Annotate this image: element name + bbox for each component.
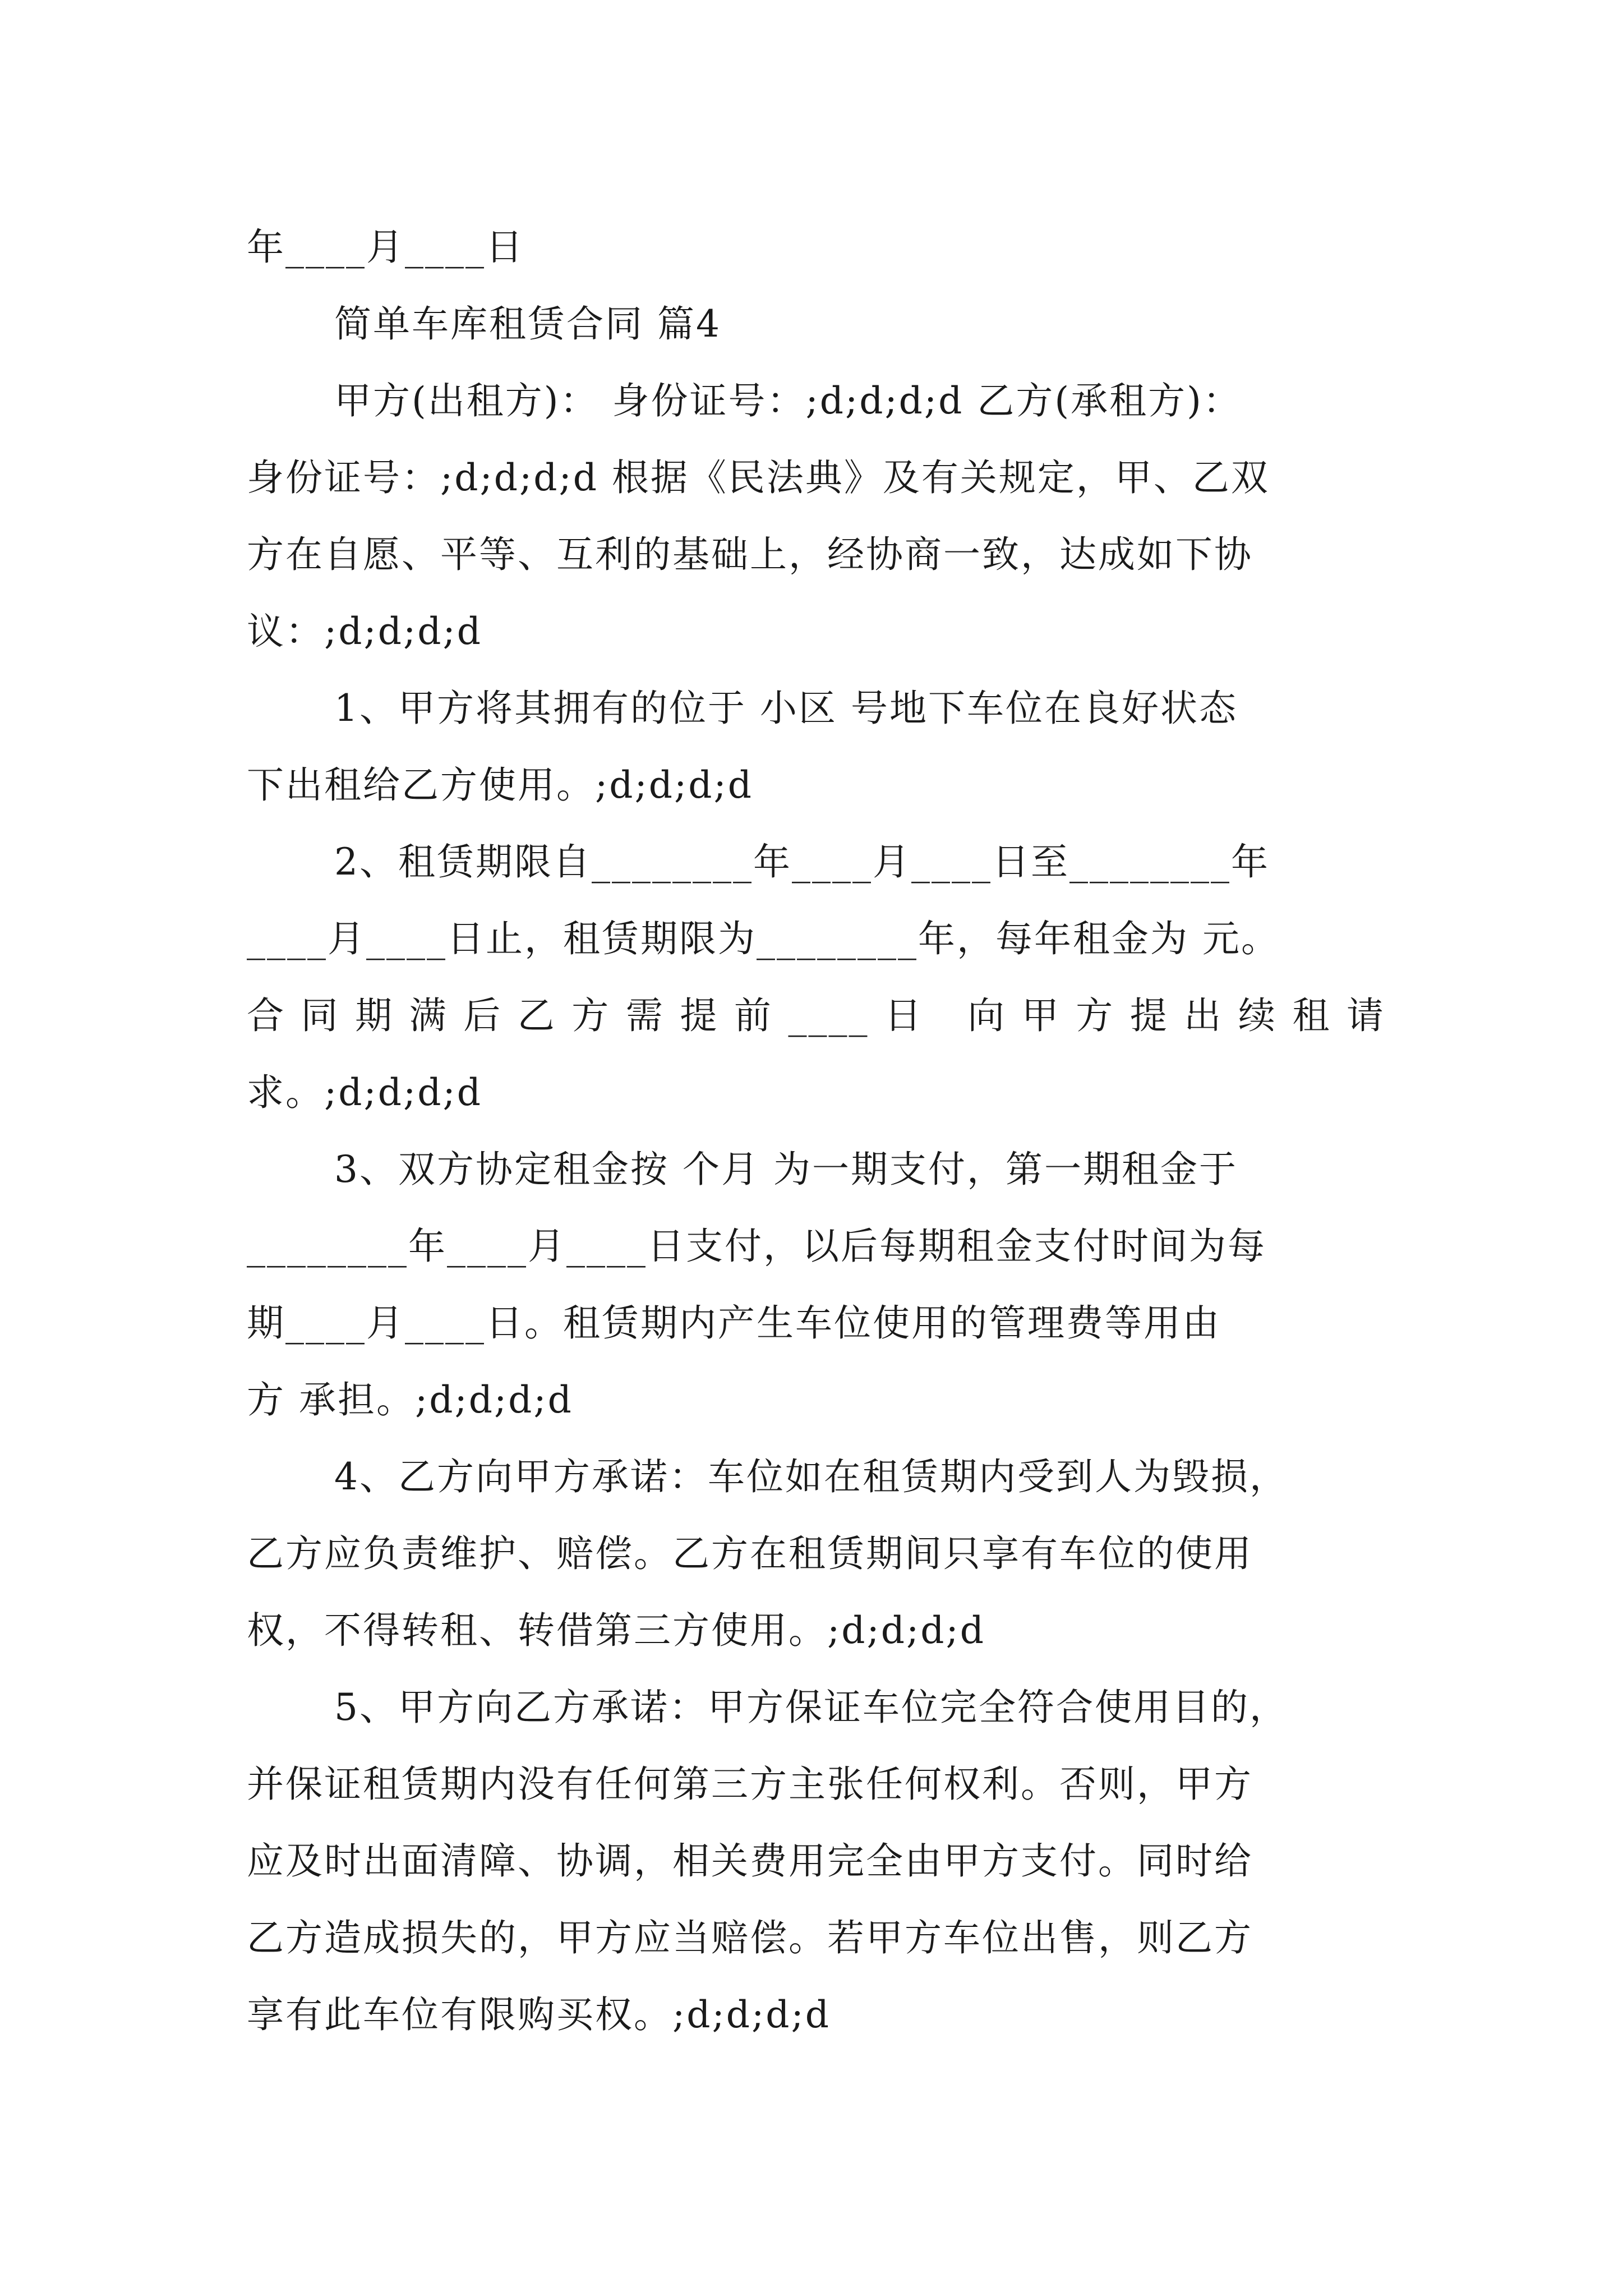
contract-text	[247, 209, 1385, 2053]
text-line: 应及时出面清障、协调，相关费用完全由甲方支付。同时给	[247, 1839, 1253, 1883]
parties-line: 甲方(出租方)： 身份证号：;d;d;d;d 乙方(承租方)：	[334, 379, 1242, 422]
clause-2: 2、租赁期限自________年____月____日至________年	[334, 840, 1270, 884]
clause-4: 4、乙方向甲方承诺：车位如在租赁期内受到人为毁损，	[334, 1455, 1288, 1498]
clause-5: 5、甲方向乙方承诺：甲方保证车位完全符合使用目的，	[334, 1686, 1288, 1729]
text-line: 期____月____日。租赁期内产生车位使用的管理费等用由	[247, 1301, 1221, 1345]
section-title: 简单车库租赁合同 篇4	[334, 302, 721, 346]
text-line: 下出租给乙方使用。;d;d;d;d	[247, 763, 753, 807]
text-line: 方 承担。;d;d;d;d	[247, 1378, 573, 1421]
text-line: 议：;d;d;d;d	[247, 610, 482, 653]
text-line: 享有此车位有限购买权。;d;d;d;d	[247, 1993, 831, 2036]
text-line: ________年____月____日支付，以后每期租金支付时间为每	[247, 1225, 1266, 1268]
text-line: 权，不得转租、转借第三方使用。;d;d;d;d	[247, 1609, 985, 1652]
text-line: 乙方造成损失的，甲方应当赔偿。若甲方车位出售，则乙方	[247, 1916, 1253, 1959]
text-line: 合同期满后乙方需提前____日 向甲方提出续租请	[247, 994, 1385, 1037]
text-line: 方在自愿、平等、互利的基础上，经协商一致，达成如下协	[247, 533, 1253, 576]
clause-1: 1、甲方将其拥有的位于 小区 号地下车位在良好状态	[334, 687, 1238, 730]
text-line: ____月____日止，租赁期限为________年，每年租金为 元。	[247, 917, 1280, 960]
text-line: 乙方应负责维护、赔偿。乙方在租赁期间只享有车位的使用	[247, 1532, 1253, 1575]
date-line: 年____月____日	[247, 226, 524, 269]
text-line: 并保证租赁期内没有任何第三方主张任何权利。否则，甲方	[247, 1763, 1253, 1806]
text-line: 求。;d;d;d;d	[247, 1071, 482, 1114]
clause-3: 3、双方协定租金按 个月 为一期支付，第一期租金于	[334, 1148, 1238, 1191]
text-line: 身份证号：;d;d;d;d 根据《民法典》及有关规定，甲、乙双	[247, 456, 1270, 499]
